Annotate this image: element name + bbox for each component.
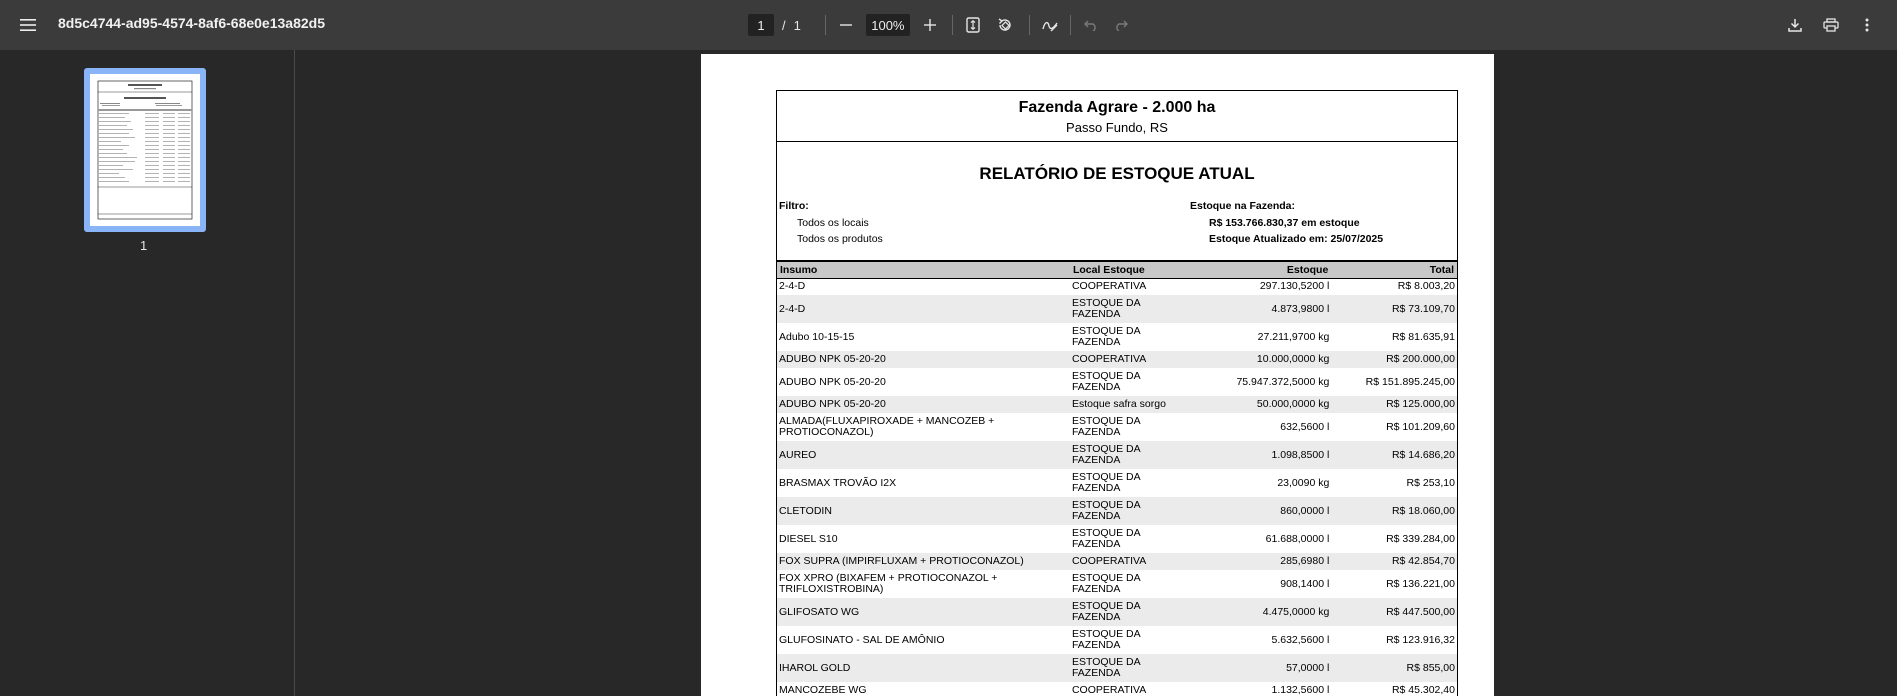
toolbar-right-controls [1781, 11, 1881, 39]
cell-total: R$ 45.302,40 [1391, 684, 1455, 696]
cell-total: R$ 81.635,91 [1391, 330, 1455, 343]
cell-insumo: CLETODIN [777, 497, 1070, 525]
cell-total: R$ 14.686,20 [1331, 441, 1457, 469]
filter-products: Todos os produtos [797, 233, 883, 245]
thumbnail-preview [90, 74, 200, 226]
cell-local: ESTOQUE DA FAZENDA [1071, 370, 1141, 393]
column-header-insumo: Insumo [777, 261, 1070, 278]
cell-total: R$ 18.060,00 [1331, 497, 1457, 525]
cell-total: R$ 200.000,00 [1331, 351, 1457, 368]
cell-total: R$ 8.003,20 [1397, 280, 1455, 293]
cell-local: ESTOQUE DA FAZENDA [1070, 497, 1190, 525]
cell-local: COOPERATIVA [1071, 684, 1147, 696]
table-row [777, 396, 1457, 413]
toolbar-divider [952, 15, 953, 35]
cell-local: ESTOQUE DA FAZENDA [1071, 415, 1141, 438]
table-row [777, 351, 1457, 368]
cell-local: COOPERATIVA [1071, 280, 1147, 293]
cell-total: R$ 123.916,32 [1386, 633, 1455, 646]
cell-insumo: ADUBO NPK 05-20-20 [779, 375, 886, 388]
column-header-local: Local Estoque [1070, 261, 1190, 278]
thumbnail-sidebar [0, 50, 295, 696]
table-row [777, 598, 1457, 626]
cell-estoque: 4.873,9800 l [1190, 295, 1332, 323]
cell-insumo: FOX XPRO (BIXAFEM + PROTIOCONAZOL + TRIFLOXISTROBINA) [779, 572, 998, 595]
cell-local: COOPERATIVA [1070, 553, 1190, 570]
rotate-button[interactable] [991, 11, 1019, 39]
zoom-out-button[interactable] [832, 11, 860, 39]
cell-local: COOPERATIVA [1070, 351, 1190, 368]
stock-value: R$ 153.766.830,37 em estoque [1209, 217, 1360, 229]
undo-button[interactable] [1077, 11, 1105, 39]
cell-local: ESTOQUE DA FAZENDA [1070, 598, 1190, 626]
table-row [777, 469, 1457, 497]
download-button[interactable] [1781, 11, 1809, 39]
cell-estoque: 27.211,9700 kg [1257, 330, 1330, 343]
cell-estoque: 285,6980 l [1190, 553, 1332, 570]
cell-total: R$ 339.284,00 [1386, 532, 1455, 545]
table-row [777, 368, 1457, 396]
cell-insumo: ADUBO NPK 05-20-20 [777, 396, 1070, 413]
page-total: 1 [793, 17, 801, 33]
table-row [777, 497, 1457, 525]
cell-estoque: 50.000,0000 kg [1190, 396, 1332, 413]
table-row [777, 295, 1457, 323]
thumbnail-page-number: 1 [140, 238, 148, 253]
table-row [777, 278, 1457, 295]
cell-local: ESTOQUE DA FAZENDA [1071, 325, 1141, 348]
table-row [777, 626, 1457, 654]
document-viewer[interactable] [295, 50, 1897, 696]
filter-locals: Todos os locais [797, 217, 869, 229]
stock-report [776, 90, 1458, 696]
page-thumbnail-selected[interactable] [84, 68, 206, 232]
cell-insumo: IHAROL GOLD [777, 654, 1070, 682]
cell-insumo: FOX SUPRA (IMPIRFLUXAM + PROTIOCONAZOL) [777, 553, 1070, 570]
table-header-row [777, 261, 1457, 278]
cell-insumo: GLUFOSINATO - SAL DE AMÔNIO [779, 633, 945, 646]
toolbar-center-controls [748, 12, 1135, 38]
cell-insumo: AUREO [777, 441, 1070, 469]
cell-local: Estoque safra sorgo [1070, 396, 1190, 413]
download-icon [1788, 18, 1802, 32]
print-button[interactable] [1817, 11, 1845, 39]
zoom-in-button[interactable] [916, 11, 944, 39]
column-header-estoque: Estoque [1190, 261, 1332, 278]
cell-local: ESTOQUE DA FAZENDA [1071, 527, 1141, 550]
company-name: Fazenda Agrare - 2.000 ha [1018, 99, 1216, 116]
cell-insumo: 2-4-D [779, 280, 806, 293]
cell-local: ESTOQUE DA FAZENDA [1070, 441, 1190, 469]
cell-insumo: BRASMAX TROVÃO I2X [779, 476, 897, 489]
table-row [777, 525, 1457, 553]
stock-table [777, 260, 1457, 696]
minus-icon [840, 19, 852, 31]
cell-estoque: 23,0090 kg [1277, 476, 1330, 489]
cell-insumo: MANCOZEBE WG [779, 684, 867, 696]
more-options-button[interactable] [1853, 11, 1881, 39]
cell-total: R$ 125.000,00 [1331, 396, 1457, 413]
cell-estoque: 5.632,5600 l [1271, 633, 1330, 646]
cell-insumo: DIESEL S10 [779, 532, 838, 545]
cell-insumo: ALMADA(FLUXAPIROXADE + MANCOZEB + PROTIOCONAZOL) [779, 415, 995, 438]
fit-page-button[interactable] [959, 11, 987, 39]
cell-insumo: GLIFOSATO WG [777, 598, 1070, 626]
cell-local: ESTOQUE DA FAZENDA [1071, 628, 1141, 651]
more-vert-icon [1865, 18, 1869, 32]
annotate-button[interactable] [1036, 11, 1064, 39]
cell-total: R$ 855,00 [1331, 654, 1457, 682]
stock-date: Estoque Atualizado em: 25/07/2025 [1209, 233, 1384, 245]
cell-estoque: 632,5600 l [1280, 420, 1330, 433]
stock-label: Estoque na Fazenda: [1190, 200, 1296, 212]
report-header [777, 91, 1457, 142]
zoom-input[interactable] [866, 14, 910, 36]
pdf-page [701, 54, 1494, 696]
cell-estoque: 1.132,5600 l [1271, 684, 1330, 696]
pdf-toolbar [0, 0, 1897, 50]
cell-estoque: 4.475,0000 kg [1190, 598, 1332, 626]
cell-estoque: 860,0000 l [1190, 497, 1332, 525]
cell-total: R$ 42.854,70 [1331, 553, 1457, 570]
rotate-icon [997, 17, 1013, 33]
table-row [777, 654, 1457, 682]
toolbar-divider [825, 15, 826, 35]
redo-icon [1114, 19, 1128, 31]
page-thumbnail [90, 74, 200, 226]
toolbar-divider [1029, 15, 1030, 35]
cell-local: ESTOQUE DA FAZENDA [1071, 471, 1141, 494]
table-row [777, 570, 1457, 598]
plus-icon [924, 19, 936, 31]
cell-total: R$ 136.221,00 [1386, 577, 1455, 590]
table-row [777, 682, 1457, 696]
cell-total: R$ 151.895.245,00 [1365, 375, 1455, 388]
cell-estoque: 61.688,0000 l [1265, 532, 1330, 545]
cell-estoque: 57,0000 l [1190, 654, 1332, 682]
page-number-input[interactable] [748, 14, 774, 36]
cell-estoque: 1.098,8500 l [1190, 441, 1332, 469]
toolbar-divider [1070, 15, 1071, 35]
undo-icon [1084, 19, 1098, 31]
cell-estoque: 75.947.372,5000 kg [1236, 375, 1330, 388]
cell-insumo: Adubo 10-15-15 [779, 330, 855, 343]
table-row [777, 441, 1457, 469]
cell-insumo: ADUBO NPK 05-20-20 [777, 351, 1070, 368]
report-title: RELATÓRIO DE ESTOQUE ATUAL [979, 164, 1255, 183]
menu-icon[interactable] [16, 13, 40, 37]
page-separator: / [782, 17, 786, 33]
fit-page-icon [966, 17, 980, 33]
cell-local: ESTOQUE DA FAZENDA [1070, 295, 1190, 323]
cell-total: R$ 447.500,00 [1331, 598, 1457, 626]
cell-total: R$ 101.209,60 [1386, 420, 1455, 433]
filter-label: Filtro: [779, 200, 809, 212]
cell-estoque: 10.000,0000 kg [1190, 351, 1332, 368]
cell-local: ESTOQUE DA FAZENDA [1071, 572, 1141, 595]
redo-button[interactable] [1107, 11, 1135, 39]
cell-insumo: 2-4-D [777, 295, 1070, 323]
company-city: Passo Fundo, RS [1066, 120, 1168, 135]
table-row [777, 413, 1457, 441]
cell-total: R$ 253,10 [1406, 476, 1455, 489]
filter-section [777, 200, 1457, 260]
print-icon [1823, 18, 1839, 32]
draw-icon [1041, 17, 1059, 33]
document-title: 8d5c4744-ad95-4574-8af6-68e0e13a82d5 [58, 15, 325, 31]
column-header-total: Total [1331, 261, 1457, 278]
cell-total: R$ 73.109,70 [1331, 295, 1457, 323]
cell-estoque: 297.130,5200 l [1259, 280, 1330, 293]
table-row [777, 553, 1457, 570]
table-row [777, 323, 1457, 351]
cell-local: ESTOQUE DA FAZENDA [1070, 654, 1190, 682]
cell-estoque: 908,1400 l [1280, 577, 1330, 590]
